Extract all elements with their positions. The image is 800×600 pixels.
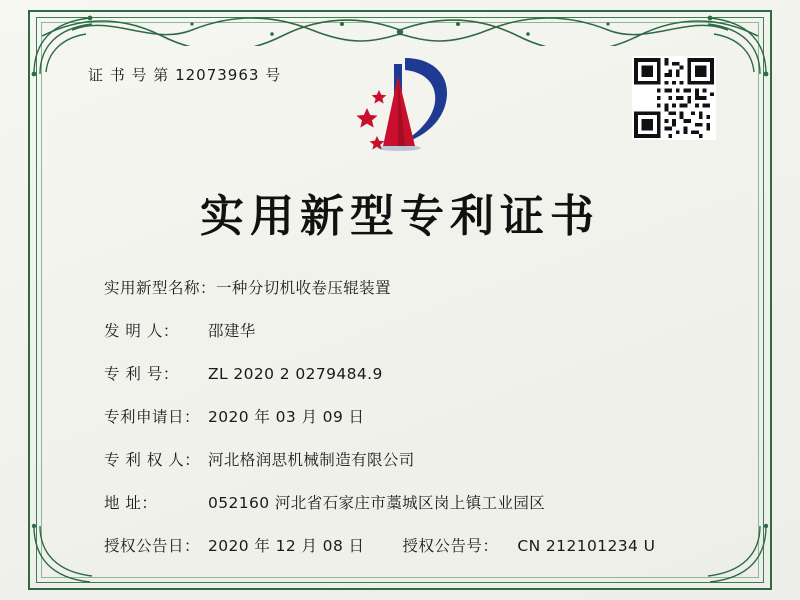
field-label: 专 利 号： [104,365,179,383]
field-row-address [104,491,710,513]
field-row-inventor [104,319,710,341]
grant-number-group [402,534,655,556]
field-value: 一种分切机收卷压辊装置 [216,279,391,297]
field-value: 2020 年 03 月 09 日 [208,408,365,426]
field-value: 邵建华 [208,322,256,340]
page-title: 实用新型专利证书 [200,191,600,242]
field-value: 河北格润思机械制造有限公司 [208,451,415,469]
field-list [104,276,710,556]
field-label: 专利申请日： [104,408,201,426]
field-row-grant-info [104,534,710,556]
field-label: 实用新型名称： [104,279,217,297]
field-label: 专 利 权 人： [104,451,201,469]
grant-date-label: 授权公告日： [104,537,201,555]
field-row-name [104,276,710,298]
grant-date-value: 2020 年 12 月 08 日 [208,537,365,555]
field-value: ZL 2020 2 0279484.9 [208,365,383,383]
certificate-number: 证 书 号 第 12073963 号 [88,66,282,84]
field-label: 地 址： [104,494,158,512]
field-row-application-date [104,405,710,427]
field-label: 发 明 人： [104,322,179,340]
field-value: 052160 河北省石家庄市藁城区岗上镇工业园区 [208,494,546,512]
qr-code [632,56,716,140]
field-row-patent-number [104,362,710,384]
field-row-patentee [104,448,710,470]
patent-office-emblem-icon [345,50,460,160]
grant-number-value: CN 212101234 U [517,537,656,555]
grant-number-label: 授权公告号： [402,537,499,555]
